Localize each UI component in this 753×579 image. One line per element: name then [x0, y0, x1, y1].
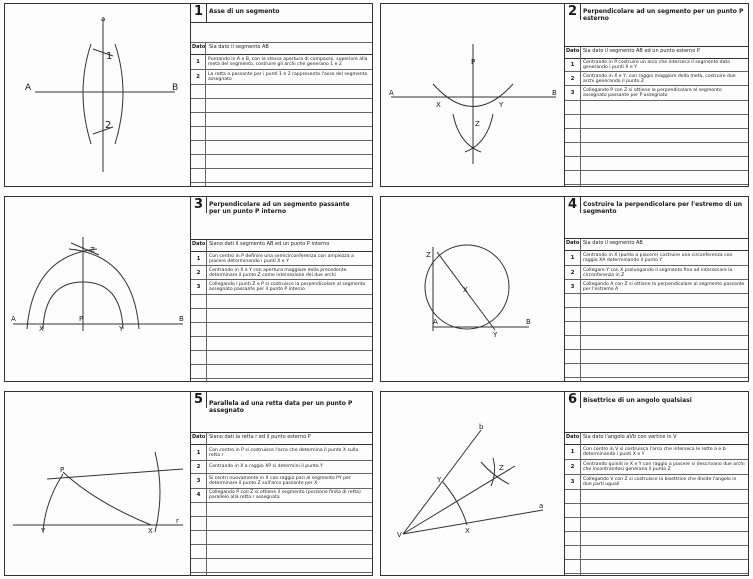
given-text: Sia dato il segmento AB: [209, 44, 269, 50]
label-a: a: [101, 15, 106, 23]
table-6: [564, 392, 748, 575]
step-text: Collegando P con Z si ottiene il segmento (porzione finita di retta) parallelo alla retta r assegnata: [209, 490, 361, 501]
label-A: A: [433, 318, 438, 326]
label-A: A: [11, 315, 16, 323]
step-text: Collegare Y con X prolungando il segmento fino ad intersecare la circonferenza in Z: [583, 268, 733, 279]
label-Y: Y: [493, 331, 498, 339]
card-title: Parallela ad una retta data per un punto P assegnato: [209, 400, 353, 414]
step-text: Collegando V con Z si costruisce la bisettrice che divide l'angolo in due parti uguali: [583, 477, 737, 488]
drawing-4: [381, 197, 564, 382]
label-Z: Z: [475, 120, 480, 128]
step-number: 3: [570, 284, 575, 290]
card-number: 3: [191, 197, 207, 213]
label-V: V: [397, 531, 402, 539]
step-number: 3: [196, 284, 201, 290]
card-number: 4: [565, 197, 581, 213]
card-1: [4, 3, 373, 187]
drawing-5: [5, 392, 190, 576]
label-B: B: [172, 83, 179, 93]
label-X: X: [465, 527, 470, 535]
step-text: La retta a passante per i punti 1 e 2 rappresenta l'asse del segmento assegnato: [208, 72, 368, 83]
card-number: 1: [191, 4, 207, 22]
step-number: 1: [196, 256, 201, 262]
drawing-1: [5, 4, 190, 187]
label-X: X: [39, 325, 44, 333]
step-number: 2: [196, 464, 201, 470]
card-number: 2: [565, 4, 581, 20]
step-number: 3: [570, 479, 575, 485]
step-number: 3: [196, 478, 201, 484]
step-number: 1: [196, 450, 201, 456]
step-number: 1: [570, 449, 575, 455]
label-Z: Z: [426, 251, 431, 259]
given-label: Dato: [192, 241, 206, 247]
label-Z: Z: [499, 464, 504, 472]
step-number: 2: [570, 270, 575, 276]
label-b: b: [479, 423, 484, 431]
step-number: 3: [570, 90, 575, 96]
label-X: X: [436, 101, 441, 109]
drawing-3: [5, 197, 190, 382]
step-number: 1: [570, 62, 575, 68]
card-title: Perpendicolare ad un segmento passante per un punto P interno: [209, 201, 350, 215]
label-r: r: [176, 517, 179, 525]
table-4: [564, 197, 748, 381]
label-A: A: [25, 83, 32, 93]
step-text: Centrando in X a raggio XP si determini il punto Y: [209, 464, 323, 469]
step-text: Si centri nuovamente in X con raggio pari al segmento PY per determinare il punto Z sull'arco passante per X: [209, 476, 351, 487]
label-Y: Y: [119, 325, 124, 333]
given-label: Dato: [566, 240, 580, 246]
label-Y: Y: [499, 101, 504, 109]
label-A: A: [389, 89, 394, 97]
given-text: Sia dato il segmento AB ed un punto esterno P: [583, 48, 700, 54]
given-label: Dato: [192, 44, 206, 50]
label-B: B: [526, 318, 531, 326]
label-P: P: [60, 466, 65, 474]
given-label: Dato: [192, 434, 206, 440]
card-3: [4, 196, 373, 382]
step-number: 2: [570, 76, 575, 82]
label-Y: Y: [437, 476, 442, 484]
table-3: [190, 197, 372, 381]
table-2: [564, 4, 748, 186]
step-text: Centrando in X e Y, con raggio maggiore della metà, costruire due archi generando il punto Z: [583, 74, 736, 85]
card-4: [380, 196, 749, 382]
given-label: Dato: [566, 48, 580, 54]
step-text: Collegando A con Z si ottiene la perpendicolare al segmento passante per l'estremo A: [583, 282, 745, 293]
label-1: 1: [106, 51, 113, 62]
drawing-2: [381, 4, 564, 187]
card-title: Costruire la perpendicolare per l'estremo di un segmento: [583, 201, 743, 215]
card-2: [380, 3, 749, 187]
card-number: 5: [191, 392, 207, 408]
card-number: 6: [565, 392, 581, 408]
step-text: Centrando in X (punto a piacere) costruire una circonferenza con raggio XA determinando il punto Y: [583, 253, 733, 264]
step-number: 2: [196, 270, 201, 276]
given-text: Sia dato il segmento AB: [583, 240, 643, 246]
step-text: Collegando i punti Z e P si costruisce la perpendicolare al segmento assegnato passante per il punto P interno: [209, 282, 366, 293]
table-1: [190, 4, 372, 186]
label-2: 2: [105, 120, 112, 131]
step-number: 2: [570, 464, 575, 470]
step-number: 1: [196, 59, 200, 65]
step-number: 2: [196, 74, 200, 80]
label-Z: Z: [90, 246, 95, 254]
card-title: Perpendicolare ad un segmento per un punto P esterno: [583, 8, 744, 22]
label-X: X: [148, 527, 153, 535]
label-X: X: [463, 286, 468, 294]
given-text: Siano dati la retta r ed il punto esterno P: [209, 434, 311, 440]
label-a: a: [539, 502, 544, 510]
card-6: [380, 391, 749, 576]
card-title: Bisettrice di un angolo qualsiasi: [583, 397, 692, 404]
step-text: Con centro in P si costruisce l'arco che determina il punto X sulla retta r: [209, 448, 359, 459]
step-text: Con centro in P definire una semicirconferenza con ampiezza a piacere determinando i punti X e Y: [209, 254, 354, 265]
label-B: B: [552, 89, 557, 97]
label-P: P: [471, 58, 476, 66]
step-text: Collegando P con Z si ottiene la perpendicolare al segmento assegnato passante per P assegnato: [583, 88, 722, 99]
step-number: 1: [570, 255, 575, 261]
step-text: Centrando in P costruire un arco che interseca il segmento dato generando i punti X e Y: [583, 60, 731, 71]
card-title: Asse di un segmento: [209, 8, 280, 15]
label-Y: Y: [41, 527, 46, 535]
step-text: Centrando quindi in X e Y con raggio a piacere si descrivano due archi che incontrandosi generano il punto Z: [583, 462, 745, 473]
step-text: Centrando in X e Y con apertura maggiore della precedente determinare il punto Z come intersezione dei due archi: [209, 268, 347, 279]
given-label: Dato: [566, 434, 580, 440]
step-text: Puntando in A e B, con la stessa apertura di compasso, superiore alla metà del segmento, costruire gli archi che generano 1 e 2: [208, 57, 368, 68]
step-text: Con centro in V si costruisca l'arco che interseca le rette a e b determinando i punti X e Y: [583, 447, 726, 458]
step-number: 4: [196, 492, 201, 498]
given-text: Siano dati il segmento AB ed un punto P interno: [209, 241, 330, 247]
card-5: [4, 391, 373, 576]
table-5: [190, 392, 372, 575]
label-P: P: [79, 315, 84, 323]
label-B: B: [179, 315, 184, 323]
given-text: Sia dato l'angolo aVb con vertice in V: [583, 434, 677, 440]
drawing-6: [381, 392, 564, 576]
